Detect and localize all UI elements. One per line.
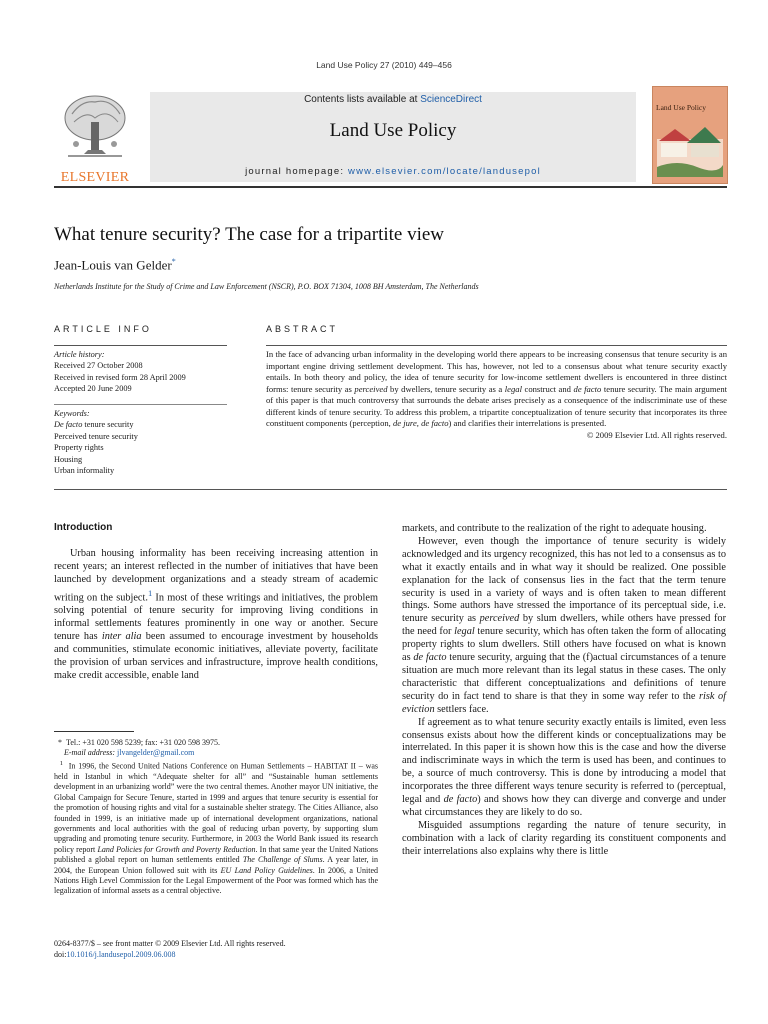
history-accepted: Accepted 20 June 2009: [54, 384, 132, 394]
journal-citation: Land Use Policy 27 (2010) 449–456: [316, 60, 452, 70]
footnote-rule: [54, 731, 134, 732]
author-footnote-mark[interactable]: *: [171, 257, 176, 266]
article-info-rule: [54, 345, 227, 346]
body-column-right: [402, 523, 726, 859]
article-title: What tenure security? The case for a tripartite view: [54, 224, 445, 245]
history-received: Received 27 October 2008: [54, 361, 143, 371]
keywords-list: [54, 408, 229, 476]
header-rule: [54, 186, 727, 188]
author-affiliation: Netherlands Institute for the Study of Crime and Law Enforcement (NSCR), P.O. BOX 71304, 1008 BH Amsterdam, The Netherlands: [54, 282, 479, 291]
abstract-copyright: © 2009 Elsevier Ltd. All rights reserved.: [586, 429, 727, 440]
cover-illustration-icon: [657, 121, 723, 177]
keywords-rule: [54, 404, 227, 405]
author-line: [54, 257, 176, 273]
footnote-author: * Tel.: +31 020 598 5239; fax: +31 020 598 3975.: [58, 738, 221, 747]
abstract-heading: ABSTRACT: [266, 324, 339, 334]
keyword-item: Property rights: [54, 443, 104, 453]
keyword-item: Urban informality: [54, 466, 115, 476]
abstract-rule: [266, 345, 727, 346]
keywords-label: Keywords:: [54, 409, 90, 418]
keyword-item: De facto tenure security: [54, 420, 134, 430]
footnotes: [54, 738, 378, 897]
doi-line: doi:10.1016/j.landusepol.2009.06.008: [54, 950, 176, 959]
footnote-1-ref[interactable]: 1: [147, 587, 153, 598]
issn-line: 0264-8377/$ – see front matter © 2009 Elsevier Ltd. All rights reserved.: [54, 939, 286, 948]
footnote-1: $^1$ In 1996, the Second United Nations Conference on Human Settlements – HABITAT II – was held in Istanbul in which “Adequate shelter for all” and “Sustainable human settlements development in an urbanizing world” were the two central themes. Another mayor UN initiative, the Global Campaign for Secure Tenure, started in 1999 and argues that tenure security is essential for the promotion of housing rights and vital for a sustainable shelter strategy. The Cities Alliance, also founded in 1999, is an initiative made up of international development organizations, national governments and local authorities with the goal of reducing urban poverty, by supporting slum upgrading and promoting tenure security. Furthermore, in 2003 the World Bank issued its research policy report Land Policies for Growth and Poverty Reduction. In that same year the United Nations published a global report on human settlements entitled The Challenge of Slums. A year later, in 2004, the European Union followed suit with its EU Land Policy Guidelines. In 2006, a United Nations High Level Commission for the Legal Empowerment of the Poor was formed which has the legalization of informal assets as a central objective.: [54, 759, 379, 896]
page-footer: [54, 938, 286, 960]
cover-title: Land Use Policy: [656, 103, 706, 112]
intro-paragraph-4: Misguided assumptions regarding the nature of tenure security, in combination with a lack of clarity regarding its constituent components and their interrelations also explains why there is little: [402, 819, 726, 857]
keyword-item: Housing: [54, 454, 83, 464]
abstract-end-rule: [54, 489, 727, 490]
elsevier-logo: [54, 92, 136, 186]
elsevier-tree-icon: [62, 92, 128, 162]
abstract-body: [266, 349, 727, 441]
intro-paragraph-2: However, even though the importance of tenure security is widely acknowledged and its urgency recognized, this has not led to a consensus as to what it exactly entails and in what way it should be realized. One possible explanation for the lack of consensus lies in the fact that the term tenure security is used in a variety of ways and is often taken to mean different things. Some authors have stressed the importance of its perceptual side, i.e. tenure security as perceived by slum dwellers, while others have pressed for the need for legal tenure security, which has often taken the form of allocating property rights to slum dwellers. Still others have focused on what is known as de facto tenure security, arguing that the (f)actual circumstances of a tenure situation are much more relevant than its legal status in these cases. The only characteristic that different conceptualizations and definitions of tenure security do in fact tend to share is that they in some way refer to the risk of eviction settlers face.: [402, 535, 727, 715]
doi-link[interactable]: 10.1016/j.landusepol.2009.06.008: [66, 950, 176, 959]
intro-paragraph-3: If agreement as to what tenure security exactly entails is limited, even less consensus exists about how the different kinds or conceptualizations may be interrelated. In this paper it is shown how this is the case and how the diverse and indiscriminate ways in which the term is used has been, and continues to be, a source of much controversy. This is done by introducing a model that incorporates the three different ways tenure security is referred to (perceptual, legal and de facto) and shows how they can diverge and converge and under what circumstances they are likely to do so.: [402, 716, 727, 818]
article-history: [54, 349, 229, 395]
homepage-link[interactable]: www.elsevier.com/locate/landusepol: [348, 166, 541, 177]
journal-homepage: [150, 166, 636, 177]
intro-paragraph-1: Urban housing informality has been receiving increasing attention in recent years; an interest reflected in the number of initiatives that have been launched by development organizations and a steady stream of academic writing on the subject.$^1$ In most of these writings and initiatives, the problem solving potential of tenure security for improving living conditions in informal settlements features prominently in one way or another. Secure tenure has inter alia been assumed to encourage investment by households and communities, stimulate economic initiatives, alleviate poverty, facilitate the provision of urban services and infrastructure, improve health conditions, make credit accessible, enable land: [54, 548, 378, 681]
intro-paragraph-1-cont: markets, and contribute to the realization of the right to adequate housing.: [402, 523, 707, 534]
introduction-heading: Introduction: [54, 522, 113, 533]
homepage-prefix: journal homepage:: [245, 166, 349, 177]
body-column-left: [54, 548, 378, 682]
author-name: Jean-Louis van Gelder: [54, 257, 172, 273]
sciencedirect-link[interactable]: ScienceDirect: [420, 94, 482, 105]
contents-line: [150, 94, 636, 105]
abstract-text: In the face of advancing urban informality in the developing world there appears to be increasing consensus that tenure security is an important engine driving settlement development. This has, however, not led to a consensus about what tenure security exactly entails. In both theory and policy, the idea of tenure security for low-income settlement dwellers is encountered in three distinct forms: tenure security as perceived by dwellers, tenure security as a legal construct and de facto tenure security. The main argument of this paper is that much controversy that surrounds the debate arises precisely as a consequence of the indiscriminate use of these different kinds of tenure security. To address this problem, a tripartite conceptualization of tenure security that incorporates its three constituent components (perception, de jure, de facto) and clarifies their interrelations is presented.: [266, 349, 727, 428]
journal-cover: [652, 86, 728, 184]
article-info-heading: ARTICLE INFO: [54, 324, 152, 334]
history-revised: Received in revised form 28 April 2009: [54, 372, 186, 382]
keyword-item: Perceived tenure security: [54, 431, 138, 441]
publisher-logo-text: ELSEVIER: [60, 170, 130, 185]
journal-name: Land Use Policy: [329, 120, 457, 141]
footnote-email: E-mail address: jlvangelder@gmail.com: [64, 748, 195, 758]
author-email-link[interactable]: jlvangelder@gmail.com: [117, 748, 195, 758]
contents-prefix: Contents lists available at: [304, 94, 421, 105]
history-label: Article history:: [54, 350, 105, 359]
